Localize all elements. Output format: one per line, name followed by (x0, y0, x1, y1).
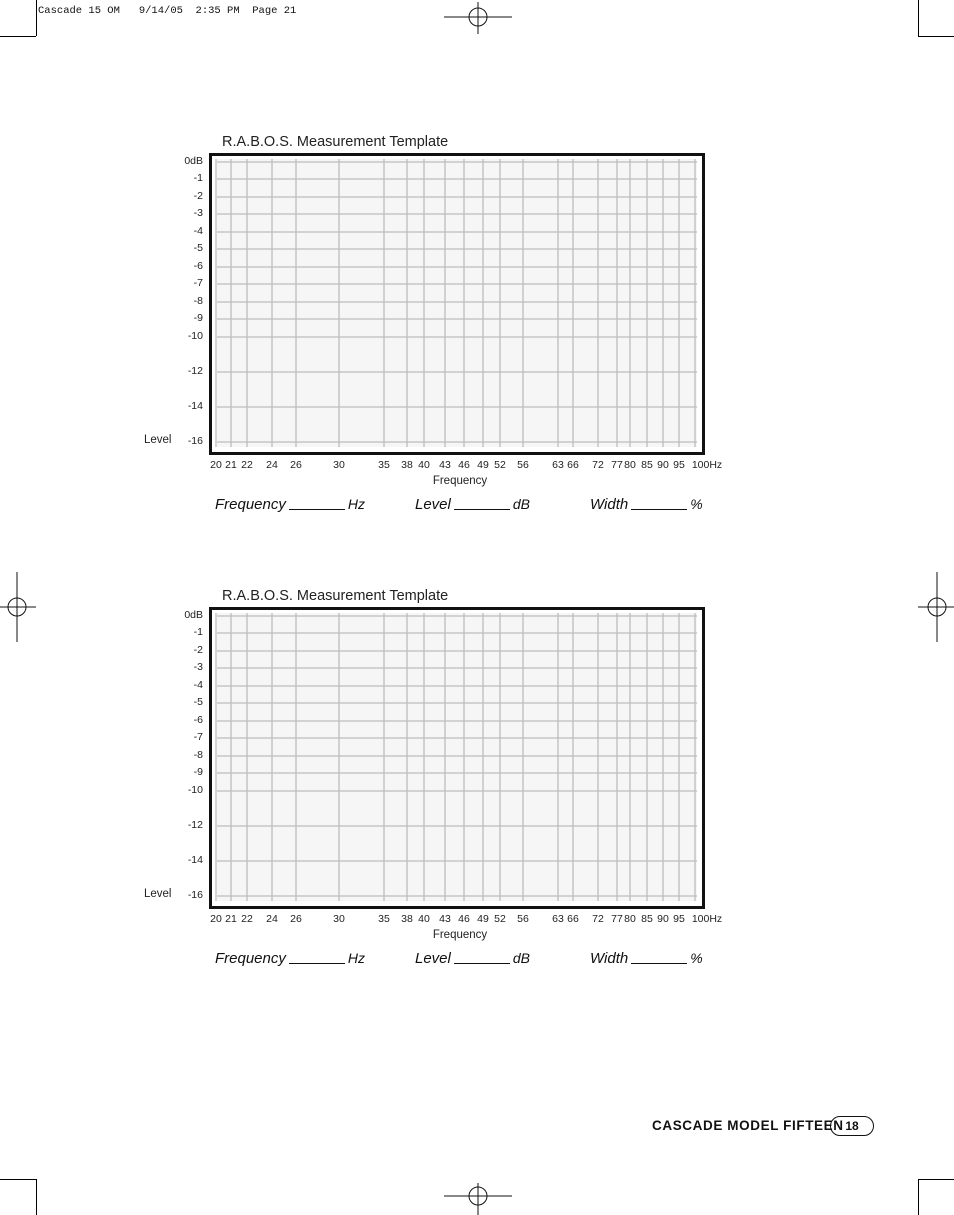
crop-mark (0, 36, 36, 37)
y-tick-label: -16 (187, 889, 203, 901)
x-tick-label: 30 (333, 459, 345, 471)
measurement-fields (140, 950, 740, 974)
frequency-field[interactable] (215, 496, 365, 513)
y-tick-label: -16 (187, 435, 203, 447)
x-tick-label: 77 (611, 459, 623, 471)
width-field[interactable] (590, 496, 703, 513)
y-tick-label: 0dB (184, 155, 203, 167)
level-field[interactable] (415, 950, 530, 967)
measurement-grid (209, 153, 705, 455)
y-tick-label: -7 (193, 731, 203, 743)
width-unit: % (690, 950, 703, 966)
x-tick-label: 95 (673, 913, 685, 925)
y-tick-label: -1 (193, 626, 203, 638)
width-blank[interactable] (631, 509, 687, 510)
x-tick-label: 24 (266, 459, 278, 471)
x-tick-label: 72 (592, 459, 604, 471)
x-tick-label: 40 (418, 459, 430, 471)
measurement-fields (140, 496, 740, 520)
frequency-label: Frequency (215, 950, 286, 967)
y-axis-label: Level (144, 434, 172, 446)
y-tick-label: -14 (187, 854, 203, 866)
y-tick-label: -9 (193, 312, 203, 324)
x-tick-label: 80 (624, 913, 636, 925)
y-tick-label: -3 (193, 207, 203, 219)
registration-mark-icon (444, 2, 512, 34)
width-unit: % (690, 496, 703, 512)
x-tick-label: 35 (378, 459, 390, 471)
level-field[interactable] (415, 496, 530, 513)
grid-background (217, 159, 697, 447)
x-tick-label: 90 (657, 459, 669, 471)
level-label: Level (415, 496, 451, 513)
x-tick-label: 26 (290, 913, 302, 925)
x-tick-label: 85 (641, 459, 653, 471)
grid-background (217, 613, 697, 901)
x-tick-label: 66 (567, 459, 579, 471)
y-tick-label: -5 (193, 696, 203, 708)
crop-mark (918, 0, 919, 36)
x-tick-label: 85 (641, 913, 653, 925)
y-tick-label: -14 (187, 400, 203, 412)
x-tick-label: 52 (494, 459, 506, 471)
x-tick-label: 80 (624, 459, 636, 471)
x-tick-label: 95 (673, 459, 685, 471)
x-tick-label: 21 (225, 459, 237, 471)
x-tick-label: 56 (517, 459, 529, 471)
y-tick-label: -12 (187, 365, 203, 377)
y-tick-label: -3 (193, 661, 203, 673)
x-tick-label: 24 (266, 913, 278, 925)
x-tick-label: 43 (439, 459, 451, 471)
x-tick-label: 21 (225, 913, 237, 925)
crop-mark (36, 1179, 37, 1215)
crop-mark (918, 36, 954, 37)
x-tick-label: 63 (552, 913, 564, 925)
x-tick-label: 46 (458, 913, 470, 925)
crop-mark (918, 1179, 954, 1180)
x-tick-label: 52 (494, 913, 506, 925)
frequency-unit: Hz (347, 496, 365, 512)
y-axis-label: Level (144, 888, 172, 900)
y-tick-label: -9 (193, 766, 203, 778)
y-tick-label: -10 (187, 330, 203, 342)
x-tick-label: 20 (210, 913, 222, 925)
y-tick-label: -6 (193, 260, 203, 272)
frequency-blank[interactable] (289, 963, 345, 964)
y-tick-label: -4 (193, 225, 203, 237)
level-unit: dB (512, 496, 530, 512)
x-tick-label: 66 (567, 913, 579, 925)
width-label: Width (590, 496, 629, 513)
y-tick-label: -2 (193, 190, 203, 202)
x-tick-label: 26 (290, 459, 302, 471)
x-tick-label: 90 (657, 913, 669, 925)
width-blank[interactable] (631, 963, 687, 964)
crop-mark (918, 1179, 919, 1215)
crop-mark (36, 0, 37, 36)
frequency-field[interactable] (215, 950, 365, 967)
level-unit: dB (512, 950, 530, 966)
template-title: R.A.B.O.S. Measurement Template (222, 588, 449, 604)
width-label: Width (590, 950, 629, 967)
x-tick-label: 63 (552, 459, 564, 471)
level-blank[interactable] (454, 509, 510, 510)
y-tick-label: -12 (187, 819, 203, 831)
registration-mark-icon (918, 572, 954, 642)
x-tick-label: 43 (439, 913, 451, 925)
frequency-blank[interactable] (289, 509, 345, 510)
registration-mark-icon (444, 1183, 512, 1215)
measurement-grid (209, 607, 705, 909)
x-tick-label: 49 (477, 913, 489, 925)
y-tick-label: -5 (193, 242, 203, 254)
x-tick-label: 72 (592, 913, 604, 925)
x-tick-label: 49 (477, 459, 489, 471)
y-tick-label: -4 (193, 679, 203, 691)
y-tick-label: -1 (193, 172, 203, 184)
registration-mark-icon (0, 572, 36, 642)
x-tick-label: 40 (418, 913, 430, 925)
x-tick-label: 46 (458, 459, 470, 471)
crop-mark (0, 1179, 36, 1180)
frequency-label: Frequency (215, 496, 286, 513)
y-tick-label: -8 (193, 749, 203, 761)
x-tick-label: 56 (517, 913, 529, 925)
y-tick-label: -7 (193, 277, 203, 289)
x-tick-label: 100Hz (691, 459, 723, 471)
measurement-template (140, 134, 740, 534)
y-tick-label: -2 (193, 644, 203, 656)
y-tick-label: -6 (193, 714, 203, 726)
width-field[interactable] (590, 950, 703, 967)
measurement-template (140, 588, 740, 988)
x-axis-label: Frequency (432, 475, 488, 487)
frequency-unit: Hz (347, 950, 365, 966)
x-tick-label: 20 (210, 459, 222, 471)
x-tick-label: 38 (401, 913, 413, 925)
x-tick-label: 22 (241, 913, 253, 925)
level-label: Level (415, 950, 451, 967)
x-tick-label: 38 (401, 459, 413, 471)
level-blank[interactable] (454, 963, 510, 964)
x-tick-label: 100Hz (691, 913, 723, 925)
x-tick-label: 35 (378, 913, 390, 925)
x-axis-label: Frequency (432, 929, 488, 941)
y-tick-label: -10 (187, 784, 203, 796)
slug-line: Cascade 15 OM 9/14/05 2:35 PM Page 21 (38, 5, 297, 17)
y-tick-label: 0dB (184, 609, 203, 621)
template-title: R.A.B.O.S. Measurement Template (222, 134, 449, 150)
page-number: 18 (830, 1116, 874, 1136)
x-tick-label: 22 (241, 459, 253, 471)
x-tick-label: 77 (611, 913, 623, 925)
footer-title: CASCADE MODEL FIFTEEN (652, 1118, 844, 1133)
x-tick-label: 30 (333, 913, 345, 925)
y-tick-label: -8 (193, 295, 203, 307)
